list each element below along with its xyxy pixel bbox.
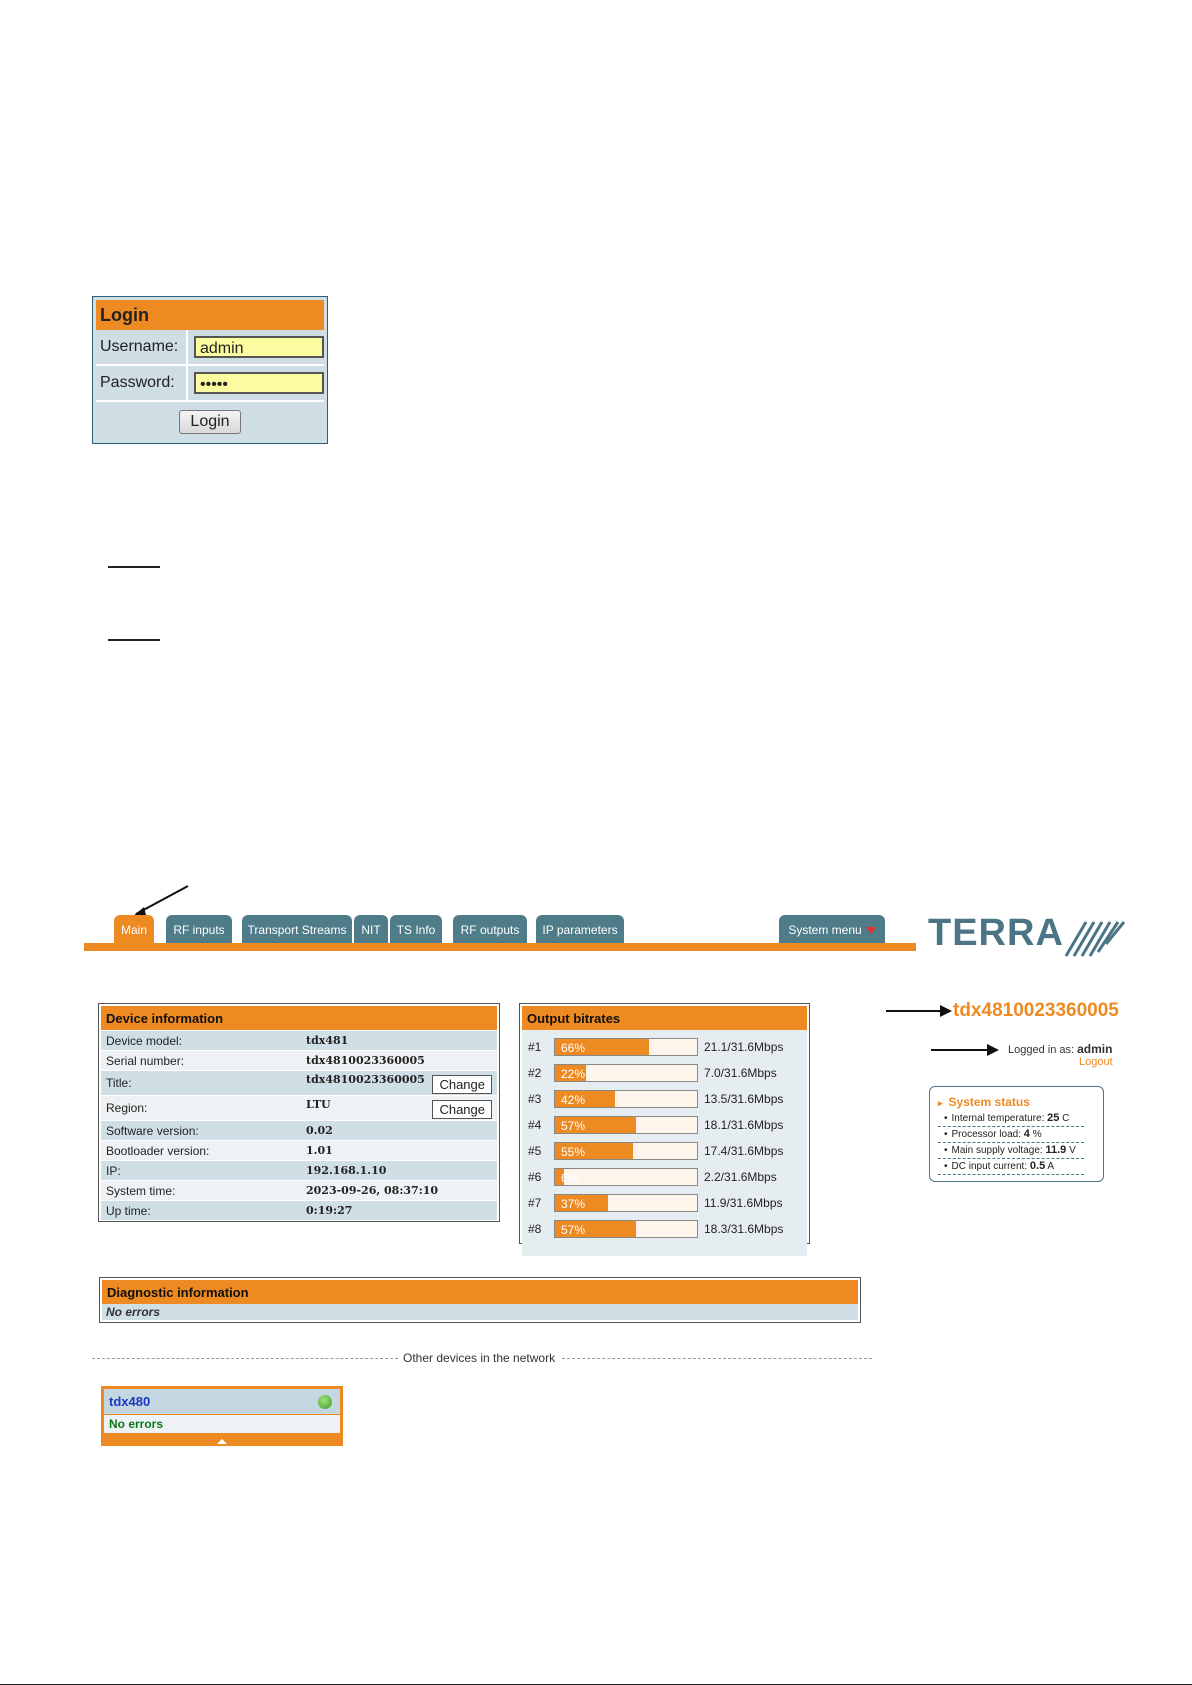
output-number: #6 — [528, 1170, 542, 1184]
status-unit: C — [1062, 1113, 1070, 1124]
table-row — [101, 1031, 497, 1051]
status-unit: A — [1047, 1161, 1055, 1172]
row-label: IP: — [101, 1161, 301, 1181]
row-label: Device model: — [101, 1031, 301, 1051]
tab-ip-parameters[interactable]: IP parameters — [536, 915, 624, 943]
table-row — [101, 1096, 497, 1121]
bitrate-percent: 57% — [561, 1119, 586, 1133]
system-menu-button[interactable] — [779, 915, 885, 943]
status-value: 25 — [1047, 1112, 1060, 1124]
bitrate-bar — [554, 1064, 698, 1082]
password-input[interactable]: ••••• — [194, 372, 324, 394]
divider-right — [562, 1358, 872, 1359]
bitrate-value: 2.2/31.6Mbps — [704, 1170, 777, 1184]
device-name: tdx4810023360005 — [953, 1000, 1119, 1021]
status-unit: % — [1032, 1129, 1042, 1140]
bitrate-value: 17.4/31.6Mbps — [704, 1144, 784, 1158]
expand-caret-icon[interactable] — [217, 1439, 227, 1444]
bitrate-row — [528, 1034, 807, 1060]
bitrate-bar — [554, 1194, 698, 1212]
system-menu-label: System menu — [788, 923, 862, 937]
status-item — [938, 1143, 1084, 1159]
device-info-title: Device information — [101, 1006, 497, 1030]
login-button-row — [96, 402, 324, 442]
tab-transport-streams[interactable]: Transport Streams — [242, 915, 352, 943]
status-value: 4 — [1023, 1128, 1030, 1140]
bitrate-percent: 6% — [561, 1171, 579, 1185]
password-label: Password: — [96, 366, 188, 400]
password-row — [96, 366, 324, 402]
system-status-title[interactable]: ▸ System status — [938, 1095, 1095, 1109]
logged-in-user: admin — [1077, 1042, 1113, 1056]
device-info-table — [101, 1030, 497, 1220]
bitrate-value: 7.0/31.6Mbps — [704, 1066, 777, 1080]
login-box — [92, 296, 328, 444]
bitrate-percent: 37% — [561, 1197, 586, 1211]
status-value: 0.5 — [1029, 1160, 1046, 1172]
diagnostic-title: Diagnostic information — [102, 1280, 858, 1304]
bitrate-row — [528, 1190, 807, 1216]
logout-link[interactable]: Logout — [1079, 1056, 1113, 1068]
output-number: #2 — [528, 1066, 542, 1080]
divider-left — [92, 1358, 398, 1359]
status-unit: V — [1069, 1145, 1076, 1156]
username-input[interactable]: admin — [194, 336, 324, 358]
row-value: tdx4810023360005 — [301, 1051, 497, 1071]
table-row — [101, 1051, 497, 1071]
row-label: Bootloader version: — [101, 1141, 301, 1161]
peer-device-card[interactable] — [101, 1386, 343, 1446]
table-row — [101, 1121, 497, 1141]
status-value: 11.9 — [1045, 1144, 1067, 1156]
output-number: #5 — [528, 1144, 542, 1158]
bitrate-bar — [554, 1220, 698, 1238]
bitrate-percent: 22% — [561, 1067, 586, 1081]
row-label: Software version: — [101, 1121, 301, 1141]
bitrate-row — [528, 1216, 807, 1242]
bitrate-row — [528, 1164, 807, 1190]
table-row — [101, 1201, 497, 1221]
row-value: tdx4810023360005 — [306, 1072, 425, 1086]
tab-rf-inputs[interactable]: RF inputs — [166, 915, 232, 943]
status-label: DC input current: — [951, 1161, 1028, 1172]
diagnostic-panel — [99, 1277, 861, 1323]
bitrate-value: 11.9/31.6Mbps — [704, 1196, 783, 1210]
bitrates-list — [522, 1030, 807, 1256]
bitrate-bar — [554, 1142, 698, 1160]
bitrate-value: 13.5/31.6Mbps — [704, 1092, 784, 1106]
change-title-button[interactable]: Change — [432, 1075, 492, 1094]
row-value: 1.01 — [301, 1141, 497, 1161]
bitrate-row — [528, 1086, 807, 1112]
output-number: #1 — [528, 1040, 542, 1054]
status-item — [938, 1159, 1084, 1175]
bitrate-percent: 42% — [561, 1093, 586, 1107]
status-label: Processor load: — [951, 1129, 1021, 1140]
username-label: Username: — [96, 330, 188, 364]
logged-in-info — [1008, 1042, 1112, 1056]
bitrate-bar — [554, 1116, 698, 1134]
tab-nit[interactable]: NIT — [354, 915, 388, 943]
bitrate-percent: 57% — [561, 1223, 586, 1237]
bitrate-percent: 66% — [561, 1041, 586, 1055]
terra-logo: TERRA — [928, 912, 1064, 954]
status-ok-icon — [318, 1395, 332, 1409]
logged-in-prefix: Logged in as: — [1008, 1044, 1075, 1056]
bitrate-percent: 55% — [561, 1145, 586, 1159]
output-number: #4 — [528, 1118, 542, 1132]
underline-1 — [108, 566, 160, 568]
login-button[interactable]: Login — [179, 410, 240, 434]
change-region-button[interactable]: Change — [432, 1100, 492, 1119]
device-info-panel — [98, 1003, 500, 1222]
underline-2 — [108, 639, 160, 641]
bitrate-value: 18.1/31.6Mbps — [704, 1118, 784, 1132]
bitrate-row — [528, 1060, 807, 1086]
logged-in-arrow-icon — [931, 1043, 1001, 1057]
system-status-box — [929, 1086, 1104, 1182]
bitrate-bar — [554, 1168, 698, 1186]
status-item — [938, 1111, 1084, 1127]
row-value: 192.168.1.10 — [301, 1161, 497, 1181]
row-value: LTU — [306, 1097, 331, 1111]
output-bitrates-panel — [519, 1003, 810, 1244]
row-value: 2023-09-26, 08:37:10 — [301, 1181, 497, 1201]
username-row — [96, 330, 324, 366]
row-label: System time: — [101, 1181, 301, 1201]
peer-device-name[interactable]: tdx480 — [109, 1394, 151, 1409]
bitrate-value: 18.3/31.6Mbps — [704, 1222, 784, 1236]
output-number: #8 — [528, 1222, 542, 1236]
dropdown-arrow-icon — [866, 927, 876, 934]
row-value: 0:19:27 — [301, 1201, 497, 1221]
row-value: 0.02 — [301, 1121, 497, 1141]
bitrate-bar — [554, 1038, 698, 1056]
peer-device-status: No errors — [104, 1415, 340, 1433]
bitrate-value: 21.1/31.6Mbps — [704, 1040, 784, 1054]
row-label: Up time: — [101, 1201, 301, 1221]
other-devices-title: Other devices in the network — [403, 1351, 556, 1365]
bitrate-row — [528, 1112, 807, 1138]
login-title: Login — [96, 300, 324, 330]
row-label: Region: — [101, 1096, 301, 1121]
status-label: Main supply voltage: — [951, 1145, 1043, 1156]
bitrate-bar — [554, 1090, 698, 1108]
row-value: tdx481 — [301, 1031, 497, 1051]
status-label: Internal temperature: — [951, 1113, 1045, 1124]
tab-main[interactable]: Main — [114, 915, 154, 943]
output-bitrates-title: Output bitrates — [522, 1006, 807, 1030]
bitrate-row — [528, 1138, 807, 1164]
output-number: #3 — [528, 1092, 542, 1106]
table-row — [101, 1071, 497, 1096]
table-row — [101, 1161, 497, 1181]
terra-logo-mark-icon — [1064, 918, 1128, 958]
row-label: Title: — [101, 1071, 301, 1096]
tab-rf-outputs[interactable]: RF outputs — [453, 915, 527, 943]
output-number: #7 — [528, 1196, 542, 1210]
status-item — [938, 1127, 1084, 1143]
diagnostic-text: No errors — [102, 1304, 858, 1320]
tab-bar-underline — [84, 943, 916, 951]
tab-ts-info[interactable]: TS Info — [390, 915, 442, 943]
table-row — [101, 1181, 497, 1201]
row-label: Serial number: — [101, 1051, 301, 1071]
device-name-arrow-icon — [886, 1004, 954, 1018]
table-row — [101, 1141, 497, 1161]
